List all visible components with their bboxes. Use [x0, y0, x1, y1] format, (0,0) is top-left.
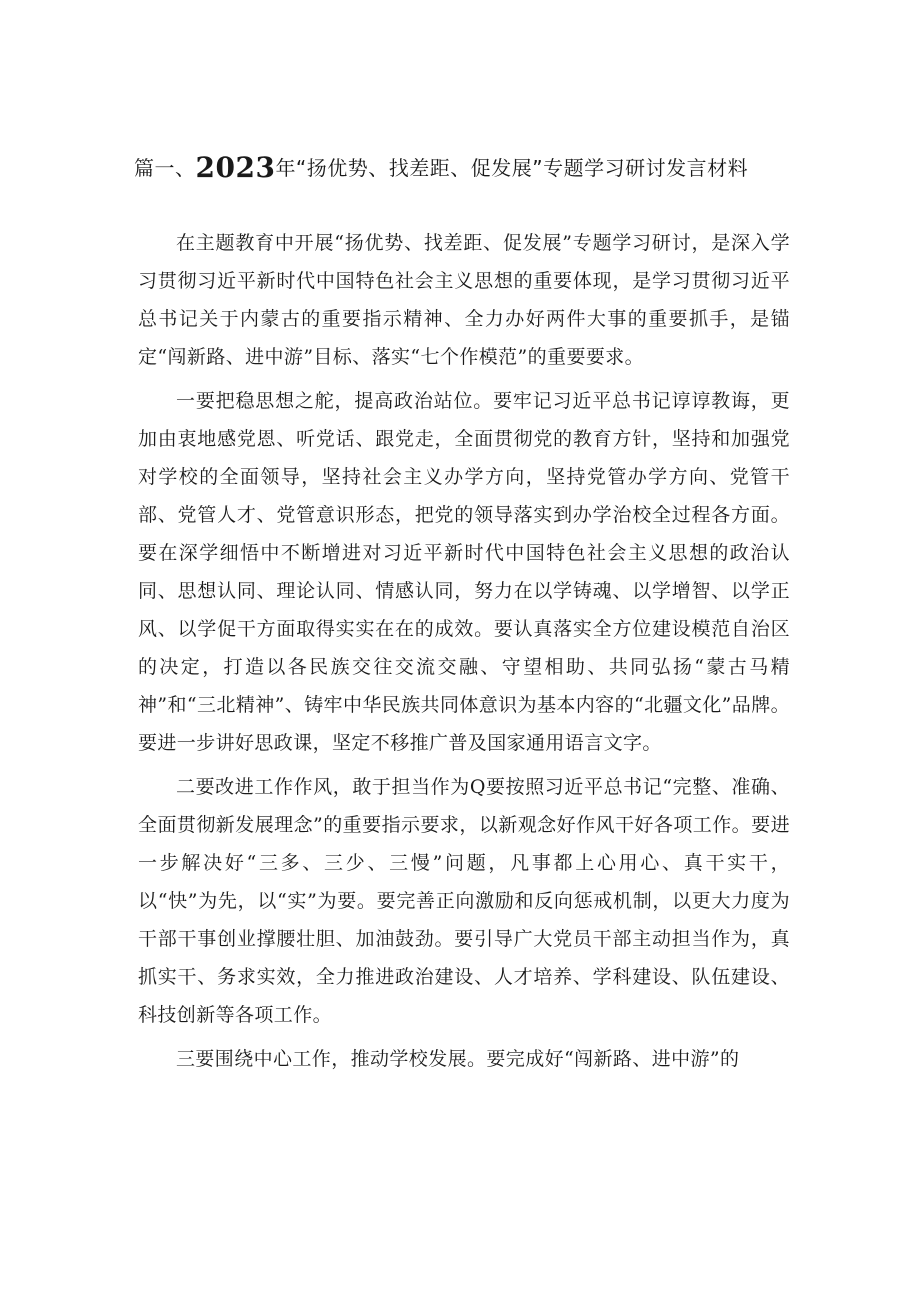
title-prefix: 篇一、: [134, 156, 196, 180]
paragraph-intro: 在主题教育中开展“扬优势、找差距、促发展”专题学习研讨，是深入学习贯彻习近平新时代中国特色社会主义思想的重要体现，是学习贯彻习近平总书记关于内蒙古的重要指示精神、全力办好两件大事的重要抓手，是锚定“闯新路、进中游”目标、落实“七个作模范”的重要要求。: [138, 232, 790, 368]
document-title: [134, 148, 834, 188]
title-year: 2023: [195, 151, 276, 184]
title-rest: 年“扬优势、找差距、促发展”专题学习研讨发言材料: [275, 156, 749, 180]
paragraph-point-3: 三要围绕中心工作，推动学校发展。要完成好“闯新路、进中游”的: [176, 1048, 740, 1070]
document-body: [138, 224, 790, 1084]
paragraph-point-1: 一要把稳思想之舵，提高政治站位。要牢记习近平总书记谆谆教诲，更加由衷地感党恩、听党话、跟党走，全面贯彻党的教育方针，坚持和加强党对学校的全面领导，坚持社会主义办学方向，坚持党管办学方向、党管干部、党管人才、党管意识形态，把党的领导落实到办学治校全过程各方面。要在深学细悟中不断增进对习近平新时代中国特色社会主义思想的政治认同、思想认同、理论认同、情感认同，努力在以学铸魂、以学增智、以学正风、以学促干方面取得实实在在的成效。要认真落实全方位建设模范自治区的决定，打造以各民族交往交流交融、守望相助、共同弘扬“蒙古马精神”和“三北精神”、铸牢中华民族共同体意识为基本内容的“北疆文化”品牌。要进一步讲好思政课，坚定不移推广普及国家通用语言文字。: [138, 390, 790, 754]
paragraph-point-2: 二要改进工作作风，敢于担当作为Q要按照习近平总书记“完整、准确、全面贯彻新发展理念”的重要指示要求，以新观念好作风干好各项工作。要进一步解决好“三多、三少、三慢”问题，凡事都上心用心、真干实干，以“快”为先，以“实”为要。要完善正向激励和反向惩戒机制，以更大力度为干部干事创业撑腰壮胆、加油鼓劲。要引导广大党员干部主动担当作为，真抓实干、务求实效，全力推进政治建设、人才培养、学科建设、队伍建设、科技创新等各项工作。: [138, 776, 790, 1026]
